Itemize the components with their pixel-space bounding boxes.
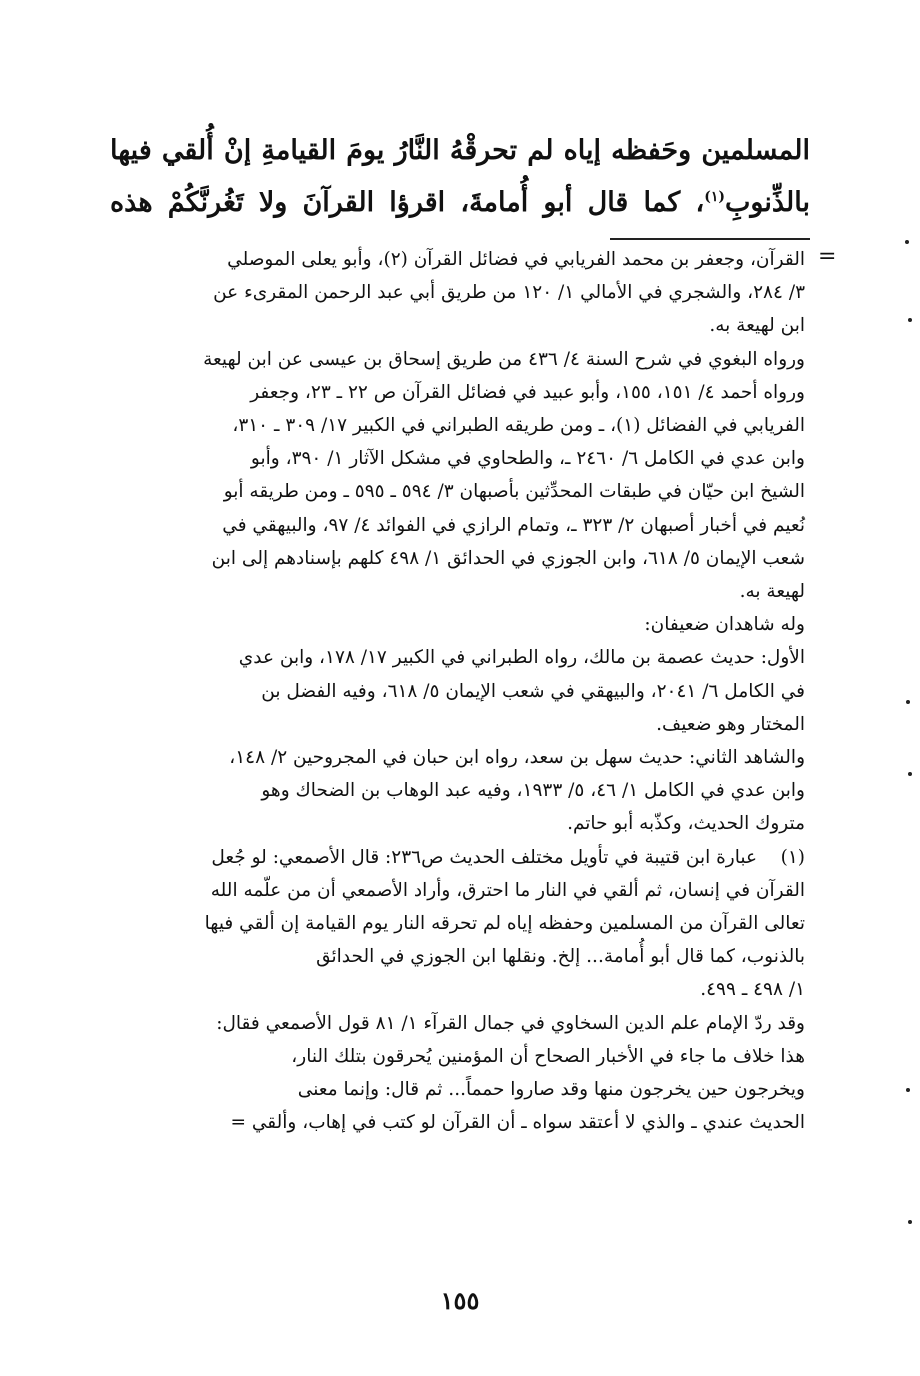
footnote-line: ابن لهيعة به. [709,315,805,337]
margin-dot [908,318,912,322]
margin-dot [908,772,912,776]
footnote-1-line: ١/ ٤٩٨ ـ ٤٩٩. [700,979,805,1001]
footnote-line: الشيخ ابن حيّان في طبقات المحدِّثين بأصبهان ٣/ ٥٩٤ ـ ٥٩٥ ـ ومن طريقه أبو [223,481,805,503]
footnote-line: والشاهد الثاني: حديث سهل بن سعد، رواه ابن حبان في المجروحين ٢/ ١٤٨، [229,747,805,769]
footnote-1-line: تعالى القرآن من المسلمين وحفظه إياه لم تحرقه النار يوم القيامة إن ألقي فيها [204,913,805,935]
main-text-segment: بالذِّنوبِ [724,187,810,218]
continuation-mark: = [818,244,837,269]
main-text-block [110,128,810,226]
footnote-line: ورواه أحمد ٤/ ١٥١، ١٥٥، وأبو عبيد في فضائل القرآن ص ٢٢ ـ ٢٣، وجعفر [250,381,805,403]
main-text-line: المسلمين وحَفظه إياه لم تحرقْهُ النَّارُ يومَ القيامةِ إنْ أُلقي فيها [110,135,810,166]
footnote-1-line: هذا خلاف ما جاء في الأخبار الصحاح أن المؤمنين يُحرقون بتلك النار، [291,1045,805,1067]
margin-dot [908,1220,912,1224]
margin-dot [905,240,909,244]
margin-dot [906,700,910,704]
footnote-reference: (١) [704,189,725,205]
footnote-line: الفريابي في الفضائل (١)، ـ ومن طريقه الطبراني في الكبير ١٧/ ٣٠٩ ـ ٣١٠، [232,415,805,437]
footnote-line: نُعيم في أخبار أصبهان ٢/ ٣٢٣ ـ، وتمام الرازي في الفوائد ٤/ ٩٧، والبيهقي في [222,514,805,536]
footnote-line: شعب الإيمان ٥/ ٦١٨، وابن الجوزي في الحدائق ١/ ٤٩٨ كلهم بإسنادهم إلى ابن [211,547,805,569]
footnote-1-line: وقد ردّ الإمام علم الدين السخاوي في جمال القرآء ١/ ٨١ قول الأصمعي فقال: [216,1012,805,1034]
footnote-1-text: عبارة ابن قتيبة في تأويل مختلف الحديث ص٢٣٦: قال الأصمعي: لو جُعل [211,846,757,868]
footnote-1-line: بالذنوب، كما قال أبو أُمامة... إلخ. ونقلها ابن الجوزي في الحدائق [316,946,805,968]
main-text-line [110,174,810,226]
footnote-line: ٣/ ٢٨٤، والشجري في الأمالي ١/ ١٢٠ من طريق أبي عبد الرحمن المقرىء عن [213,282,805,304]
footnote-line: لهيعة به. [739,581,805,603]
footnote-line: متروك الحديث، وكذّبه أبو حاتم. [567,813,805,835]
footnote-separator-rule [610,238,810,240]
footnote-line: وله شاهدان ضعيفان: [644,614,805,636]
footnotes-block [100,243,805,1139]
page-number: ١٥٥ [440,1286,480,1315]
footnote-line: المختار وهو ضعيف. [656,713,805,735]
footnote-line: ورواه البغوي في شرح السنة ٤/ ٤٣٦ من طريق إسحاق بن عيسى عن ابن لهيعة [203,348,805,370]
footnote-line: في الكامل ٦/ ٢٠٤١، والبيهقي في شعب الإيمان ٥/ ٦١٨، وفيه الفضل بن [261,680,805,702]
footnote-line: القرآن، وجعفر بن محمد الفريابي في فضائل القرآن (٢)، وأبو يعلى الموصلي [227,249,805,270]
footnote-1-line: الحديث عندي ـ والذي لا أعتقد سواه ـ أن القرآن لو كتب في إهاب، وألقي = [230,1112,805,1134]
footnote-1-number: (١) [780,846,805,868]
footnote-line: وابن عدي في الكامل ١/ ٤٦، ٥/ ١٩٣٣، وفيه عبد الوهاب بن الضحاك وهو [261,780,805,802]
margin-dot [906,1088,910,1092]
footnote-line: وابن عدي في الكامل ٦/ ٢٤٦٠ ـ، والطحاوي في مشكل الآثار ١/ ٣٩٠، وأبو [250,448,805,470]
footnote-line: الأول: حديث عصمة بن مالك، رواه الطبراني في الكبير ١٧/ ١٧٨، وابن عدي [238,647,805,669]
main-text-segment: ، كما قال أبو أُمامةَ، اقرؤا القرآنَ ولا تَغُرنَّكُمْ هذه [110,187,705,218]
footnote-1-line: ويخرجون حين يخرجون منها وقد صاروا حمماً... ثم قال: وإنما معنى [297,1079,805,1101]
footnote-1-line: القرآن في إنسان، ثم ألقي في النار ما احترق، وأراد الأصمعي أن من علّمه الله [210,879,805,901]
footnote-1-line [100,841,805,874]
